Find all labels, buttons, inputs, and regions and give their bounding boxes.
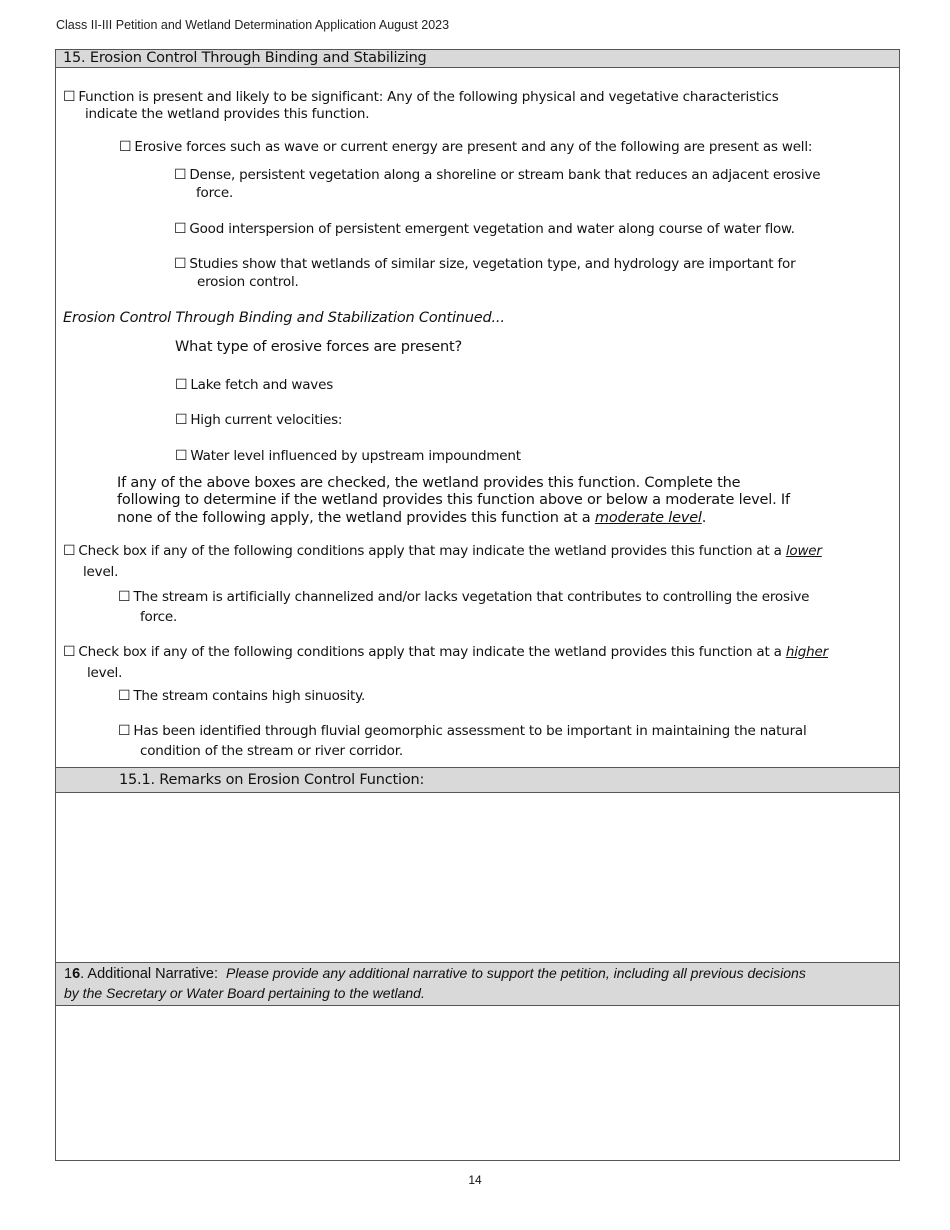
- erosive-forces-option: [119, 138, 812, 156]
- channelized-stream-checkbox[interactable]: ☐: [118, 589, 131, 605]
- function-present-checkbox[interactable]: ☐: [63, 89, 76, 105]
- lake-fetch-checkbox[interactable]: ☐: [175, 377, 188, 393]
- instruction-paragraph-line-3: [117, 510, 706, 527]
- channelized-stream-label-cont: force.: [140, 609, 178, 625]
- document-header: Class II-III Petition and Wetland Determination Application August 2023: [56, 18, 450, 32]
- studies-label-cont: erosion control.: [197, 274, 299, 290]
- lower-level-checkbox[interactable]: ☐: [63, 543, 76, 559]
- section-16-title-line-2: [64, 983, 425, 1004]
- higher-level-label-cont: level.: [87, 665, 123, 681]
- fluvial-assessment-checkbox[interactable]: ☐: [118, 723, 131, 739]
- paragraph-period: .: [701, 510, 707, 526]
- fluvial-assessment-label-cont: condition of the stream or river corridor.: [140, 743, 403, 759]
- section-16-number-bold: 6: [72, 966, 81, 982]
- fluvial-assessment-label: Has been identified through fluvial geomorphic assessment to be important in maintaining the natural: [133, 723, 807, 739]
- water-level-checkbox[interactable]: ☐: [175, 448, 188, 464]
- higher-level-checkbox[interactable]: ☐: [63, 644, 76, 660]
- lower-level-option: [63, 542, 822, 560]
- lake-fetch-option: [175, 376, 333, 394]
- water-level-label: Water level influenced by upstream impoundment: [190, 448, 521, 464]
- higher-level-label: Check box if any of the following conditions apply that may indicate the wetland provides this function at a: [78, 644, 786, 660]
- channelized-stream-label: The stream is artificially channelized and/or lacks vegetation that contributes to controlling the erosive: [133, 589, 810, 605]
- lower-emphasis: lower: [785, 543, 822, 559]
- continued-heading: Erosion Control Through Binding and Stabilization Continued...: [63, 310, 505, 326]
- higher-level-option: [63, 643, 828, 661]
- good-interspersion-checkbox[interactable]: ☐: [174, 221, 187, 237]
- page-number: 14: [468, 1173, 482, 1187]
- studies-label: Studies show that wetlands of similar size, vegetation type, and hydrology are important for: [189, 256, 796, 272]
- erosive-forces-question: What type of erosive forces are present?: [175, 339, 462, 355]
- channelized-stream-option: [118, 588, 809, 606]
- lower-level-label: Check box if any of the following conditions apply that may indicate the wetland provides this function at a: [78, 543, 786, 559]
- section-16-number: 1: [64, 966, 73, 982]
- fluvial-assessment-option: [118, 722, 807, 740]
- function-present-label: Function is present and likely to be significant: Any of the following physical and vegetative characteristics: [78, 89, 779, 105]
- lake-fetch-label: Lake fetch and waves: [190, 377, 334, 393]
- studies-checkbox[interactable]: ☐: [174, 256, 187, 272]
- studies-option: [174, 255, 795, 273]
- function-present-option: [63, 88, 779, 106]
- paragraph-text: none of the following apply, the wetland provides this function at a: [117, 510, 595, 526]
- moderate-level-emphasis: moderate level: [594, 510, 702, 526]
- high-current-checkbox[interactable]: ☐: [175, 412, 188, 428]
- section-16-instructions-cont: by the Secretary or Water Board pertaining to the wetland.: [64, 985, 425, 1001]
- section-16-label: . Additional Narrative:: [80, 966, 218, 982]
- dense-vegetation-checkbox[interactable]: ☐: [174, 167, 187, 183]
- remarks-title: 15.1. Remarks on Erosion Control Function:: [119, 772, 425, 788]
- instruction-paragraph-line-2: following to determine if the wetland provides this function above or below a moderate level. If: [117, 492, 790, 508]
- remarks-input-area[interactable]: [56, 793, 899, 962]
- instruction-paragraph-line-1: If any of the above boxes are checked, the wetland provides this function. Complete the: [117, 475, 741, 491]
- water-level-option: [175, 447, 521, 465]
- sinuosity-option: [118, 687, 365, 705]
- erosive-forces-label: Erosive forces such as wave or current energy are present and any of the following are present as well:: [134, 139, 813, 155]
- divider: [56, 67, 899, 68]
- sinuosity-checkbox[interactable]: ☐: [118, 688, 131, 704]
- lower-level-label-cont: level.: [83, 564, 119, 580]
- sinuosity-label: The stream contains high sinuosity.: [133, 688, 366, 704]
- high-current-label: High current velocities:: [190, 412, 343, 428]
- good-interspersion-label: Good interspersion of persistent emergent vegetation and water along course of water flow.: [189, 221, 795, 237]
- function-present-label-cont: indicate the wetland provides this function.: [85, 106, 370, 122]
- higher-emphasis: higher: [785, 644, 828, 660]
- dense-vegetation-label-cont: force.: [196, 185, 234, 201]
- narrative-input-area[interactable]: [56, 1006, 899, 1160]
- section-15-title: 15. Erosion Control Through Binding and Stabilizing: [63, 50, 427, 66]
- section-16-instructions: Please provide any additional narrative to support the petition, including all previous decisions: [226, 965, 806, 981]
- dense-vegetation-label: Dense, persistent vegetation along a shoreline or stream bank that reduces an adjacent erosive: [189, 167, 821, 183]
- high-current-option: [175, 411, 342, 429]
- dense-vegetation-option: [174, 166, 820, 184]
- section-16-title-line-1: [64, 963, 806, 984]
- good-interspersion-option: [174, 220, 795, 238]
- erosive-forces-checkbox[interactable]: ☐: [119, 139, 132, 155]
